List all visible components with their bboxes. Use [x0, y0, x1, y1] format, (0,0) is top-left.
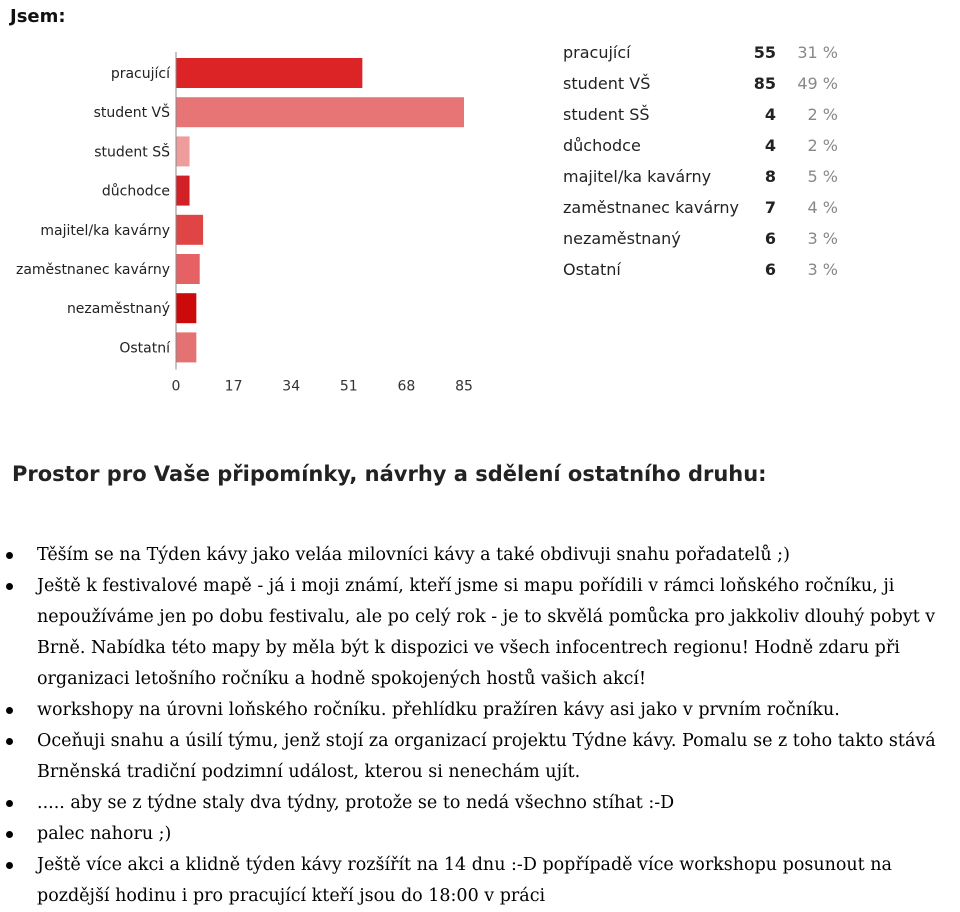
legend-count-1: 85 [753, 74, 776, 93]
chart-bars [176, 58, 464, 362]
x-tick-label-0: 0 [171, 378, 181, 395]
bar-7 [176, 332, 196, 362]
chart-category-labels [16, 66, 171, 356]
legend-percent-6: 3 % [807, 229, 838, 248]
legend-percent-3: 2 % [807, 136, 838, 155]
comments-section-title: Prostor pro Vaše připomínky, návrhy a sdělení ostatního druhu: [12, 462, 767, 486]
legend-count-2: 4 [764, 105, 776, 124]
legend-percent-0: 31 % [797, 43, 838, 62]
bar-4 [176, 215, 203, 245]
legend-name-4: majitel/ka kavárny [563, 167, 712, 186]
comment-item: Těším se na Týden kávy jako veláa milovníci kávy a také obdivuji snahu pořadatelů ;) [37, 540, 960, 571]
category-label-3: důchodce [101, 183, 170, 200]
x-tick-label-3: 51 [339, 378, 358, 395]
x-tick-label-4: 68 [397, 378, 416, 395]
legend-percent-7: 3 % [807, 260, 838, 279]
legend-percent-1: 49 % [797, 74, 838, 93]
respondent-bar-chart [0, 40, 960, 410]
comment-item: ..... aby se z týdne staly dva týdny, protože se to nedá všechno stíhat :-D [37, 788, 960, 819]
comment-item: Ještě k festivalové mapě - já i moji známí, kteří jsme si mapu pořídili v rámci loňského ročníku, ji nepoužíváme jen po dobu festivalu, ale po celý rok - je to skvělá pomůcka pro jakkoliv dlouhý pobyt v Brně. Nabídka této mapy by měla být k dispozici ve všech infocentrech regionu! Hodně zdaru při organizaci letošního ročníku a hodně spokojených hostů vašich akcí! [37, 571, 960, 695]
comment-item: Oceňuji snahu a úsilí týmu, jenž stojí za organizací projektu Týdne kávy. Pomalu se z toho takto stává Brněnská tradiční podzimní událost, kterou si nenechám ujít. [37, 726, 960, 788]
comment-item: Ještě více akci a klidně týden kávy rozšířít na 14 dnu :-D popřípadě více workshopu posunout na pozdější hodinu i pro pracující kteří jsou do 18:00 v práci [37, 850, 960, 912]
legend-percent-5: 4 % [807, 198, 838, 217]
category-label-0: pracující [110, 66, 170, 82]
legend-name-3: důchodce [563, 136, 641, 155]
comment-item: palec nahoru ;) [37, 819, 960, 850]
category-label-4: majitel/ka kavárny [40, 222, 170, 239]
x-tick-label-5: 85 [455, 378, 473, 395]
bar-0 [176, 58, 362, 88]
chart-legend [563, 43, 838, 279]
bar-2 [176, 136, 190, 166]
legend-count-3: 4 [764, 136, 776, 155]
legend-count-4: 8 [764, 167, 776, 186]
legend-percent-2: 2 % [807, 105, 838, 124]
comments-list [0, 540, 960, 912]
legend-percent-4: 5 % [807, 167, 838, 186]
x-tick-label-1: 17 [224, 378, 243, 395]
chart-heading: Jsem: [10, 6, 66, 27]
category-label-5: zaměstnanec kavárny [15, 262, 170, 278]
legend-name-0: pracující [563, 43, 631, 62]
legend-name-5: zaměstnanec kavárny [563, 198, 740, 217]
category-label-7: Ostatní [119, 340, 170, 357]
legend-count-7: 6 [764, 260, 776, 279]
legend-name-1: student VŠ [563, 74, 651, 93]
category-label-2: student SŠ [94, 144, 170, 161]
bar-6 [176, 293, 196, 323]
comment-item: workshopy na úrovni loňského ročníku. přehlídku pražíren kávy asi jako v prvním ročníku. [37, 695, 960, 726]
category-label-1: student VŠ [93, 105, 170, 122]
bar-1 [176, 97, 464, 127]
legend-name-7: Ostatní [563, 260, 621, 279]
legend-count-0: 55 [753, 43, 776, 62]
x-tick-label-2: 34 [282, 378, 301, 395]
bar-3 [176, 176, 190, 206]
legend-name-2: student SŠ [563, 105, 650, 124]
bar-5 [176, 254, 200, 284]
category-label-6: nezaměstnaný [66, 301, 170, 318]
legend-count-5: 7 [764, 198, 776, 217]
legend-name-6: nezaměstnaný [563, 229, 681, 248]
legend-count-6: 6 [764, 229, 776, 248]
